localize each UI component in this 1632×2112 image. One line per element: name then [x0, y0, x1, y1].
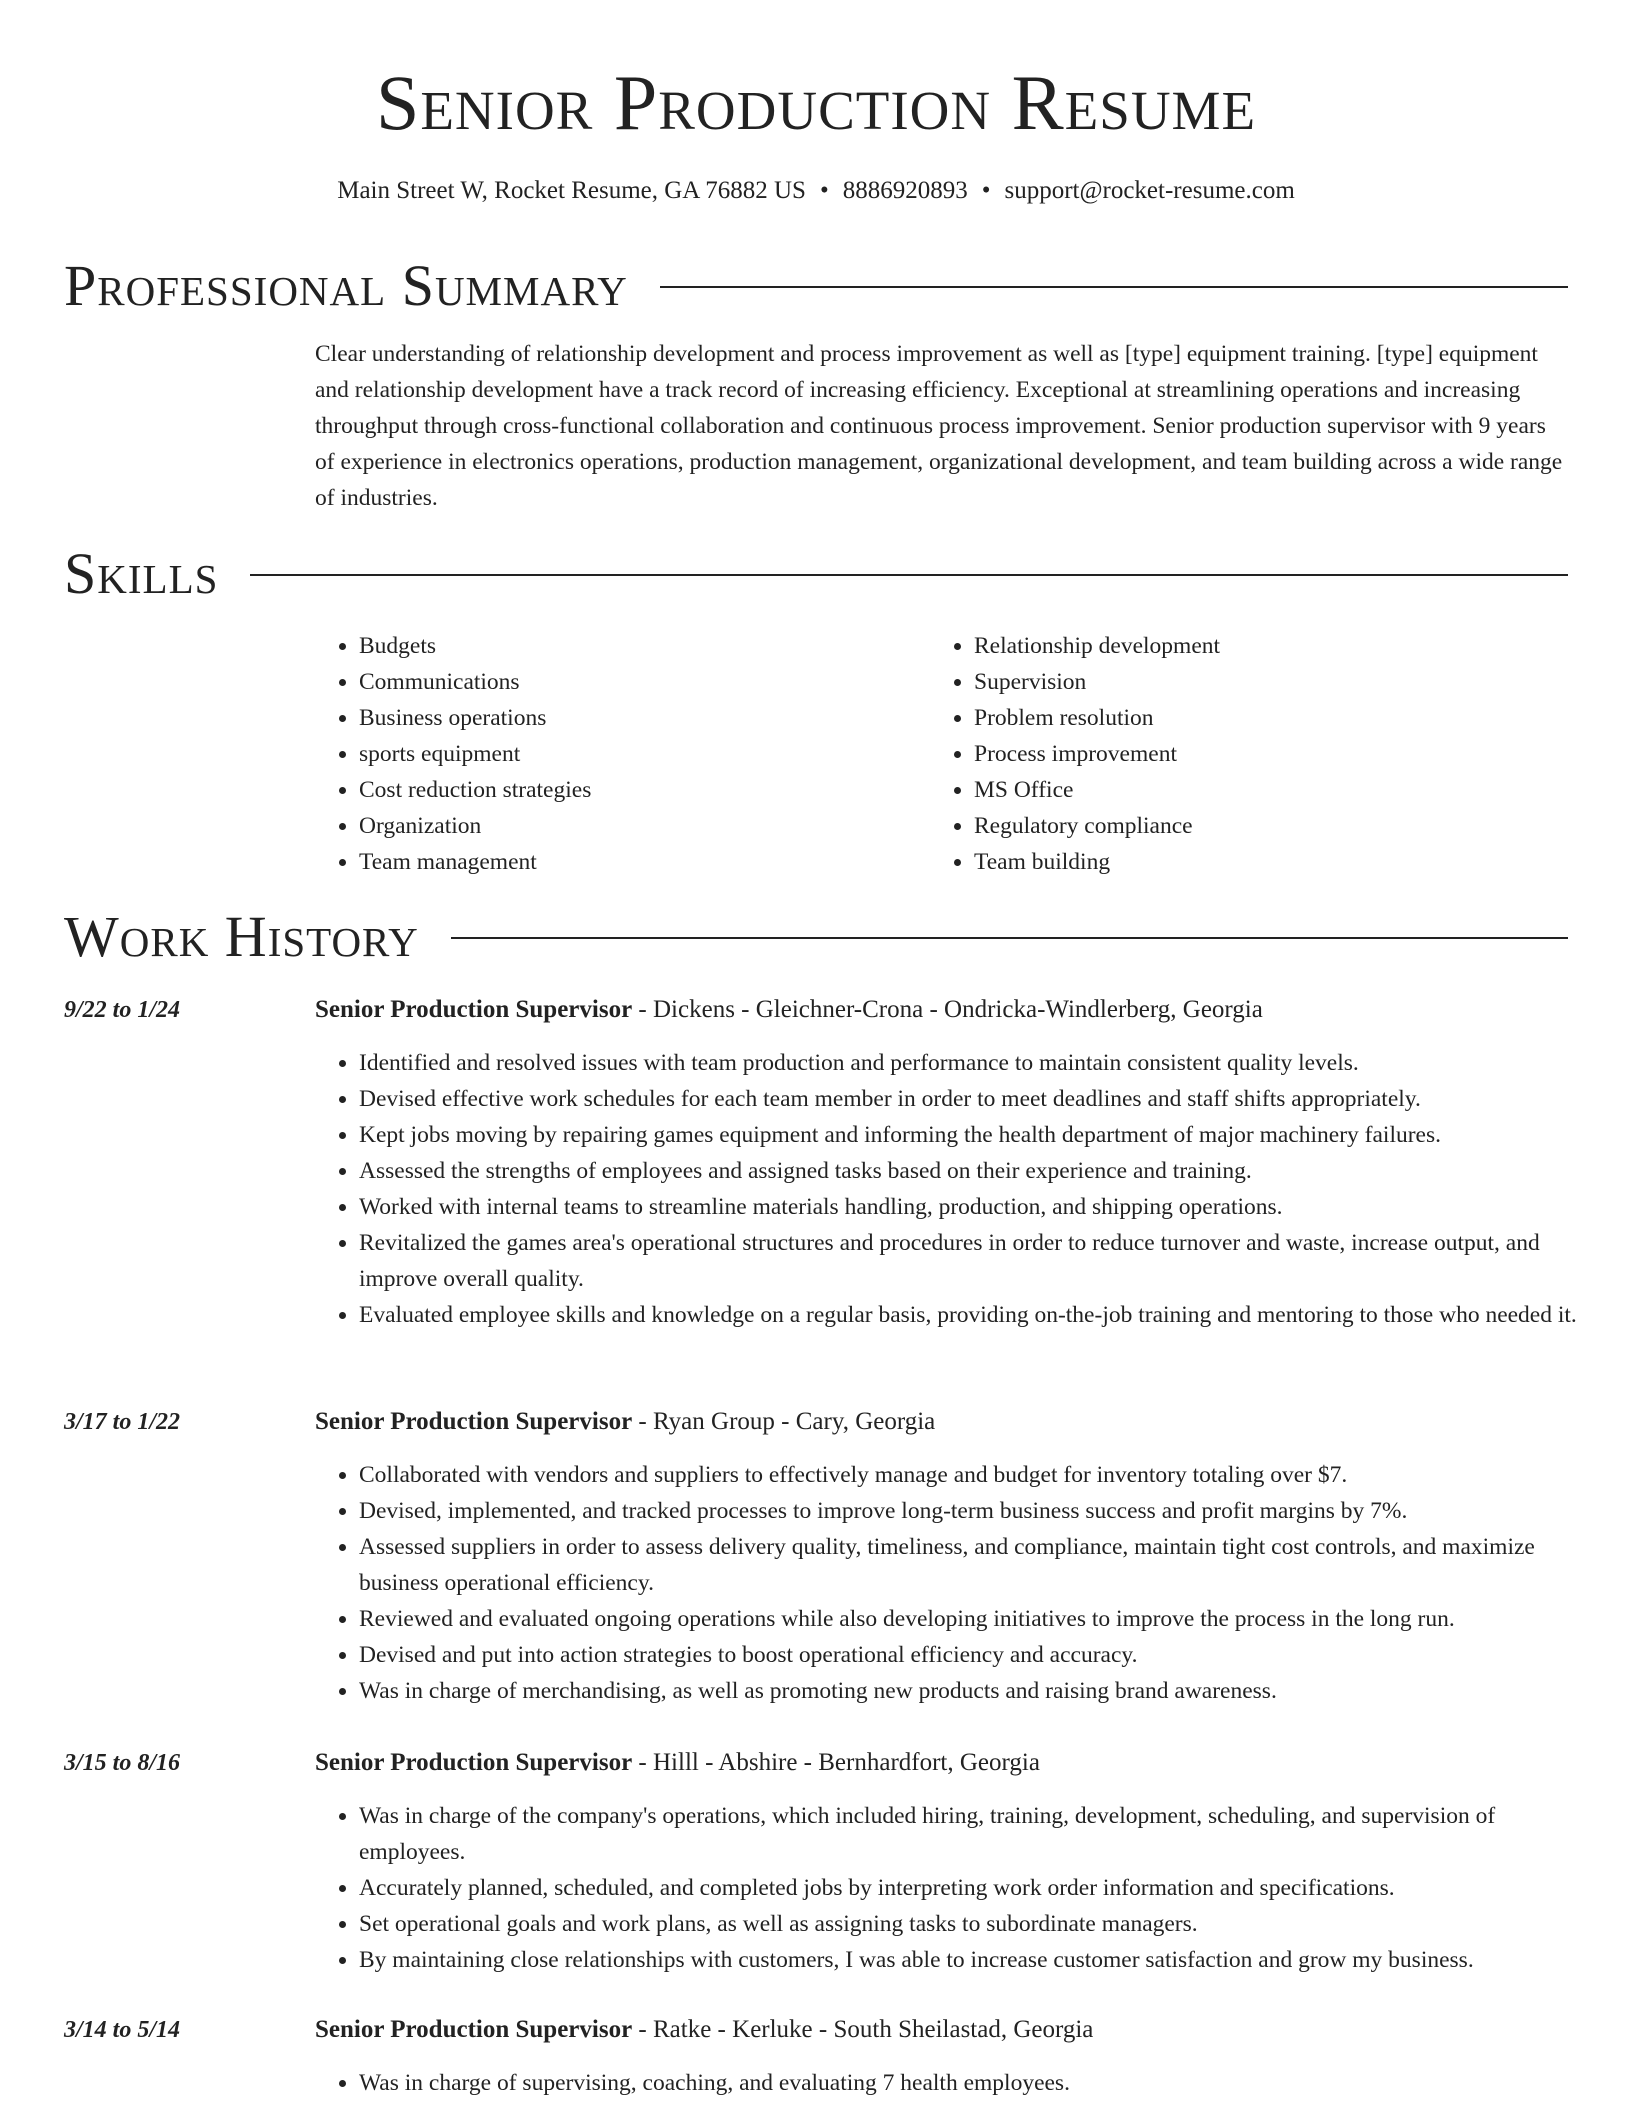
job-bullet: • Kept jobs moving by repairing games equipment and informing the health department of major machinery failures.: [359, 1117, 1577, 1153]
job-company: - Ryan Group - Cary, Georgia: [632, 1408, 936, 1435]
job-bullet: • Collaborated with vendors and suppliers to effectively manage and budget for inventory totaling over $7.: [359, 1457, 1577, 1493]
skill-item: • Budgets: [359, 628, 591, 664]
job-bullet: • Was in charge of supervising, coaching, and evaluating 7 health employees.: [359, 2065, 1577, 2101]
job-bullet: • Was in charge of merchandising, as well as promoting new products and raising brand awareness.: [359, 1673, 1577, 1709]
job-header: [315, 1404, 935, 1440]
skills-list-right: [930, 628, 1220, 880]
work-heading: Work History: [64, 904, 419, 969]
job-header: [315, 1745, 1040, 1781]
section-divider: [250, 574, 1568, 576]
job-title: Senior Production Supervisor: [315, 996, 633, 1023]
job-bullet: • Evaluated employee skills and knowledge on a regular basis, providing on-the-job training and mentoring to those who needed it.: [359, 1297, 1577, 1333]
job-bullet: • Identified and resolved issues with team production and performance to maintain consistent quality levels.: [359, 1045, 1577, 1081]
work-section-header: [64, 902, 1568, 972]
job-company: - Hilll - Abshire - Bernhardfort, Georgia: [632, 1749, 1040, 1776]
job-bullet: • Assessed suppliers in order to assess delivery quality, timeliness, and compliance, maintain tight cost controls, and maximize business operational efficiency.: [359, 1529, 1577, 1601]
job-dates: 3/17 to 1/22: [64, 1409, 181, 1435]
job-bullet: • Accurately planned, scheduled, and completed jobs by interpreting work order information and specifications.: [359, 1870, 1577, 1906]
summary-text: Clear understanding of relationship development and process improvement as well as [type] equipment training. [type] equipment and relationship development have a track record of increasing efficiency. Exceptional at streamlining operations and increasing throughput through cross-functional collaboration and continuous process improvement. Senior production supervisor with 9 years of experience in electronics operations, production management, organizational development, and team building across a wide range of industries.: [315, 341, 1563, 511]
skill-item: • Cost reduction strategies: [359, 772, 591, 808]
skills-section-header: [64, 539, 1568, 609]
contact-separator: •: [819, 177, 829, 204]
job-bullet: • Devised and put into action strategies to boost operational efficiency and accuracy.: [359, 1637, 1577, 1673]
job-bullet: • Worked with internal teams to streamline materials handling, production, and shipping operations.: [359, 1189, 1577, 1225]
job-dates: 3/15 to 8/16: [64, 1750, 181, 1776]
skill-item: • Communications: [359, 664, 591, 700]
job-title: Senior Production Supervisor: [315, 1408, 633, 1435]
skill-item: • Organization: [359, 808, 591, 844]
job-dates: 3/14 to 5/14: [64, 2017, 181, 2043]
summary-section-header: [64, 251, 1568, 321]
skill-item: • Business operations: [359, 700, 591, 736]
job-company: - Dickens - Gleichner-Crona - Ondricka-Windlerberg, Georgia: [632, 996, 1263, 1023]
skill-item: • Team management: [359, 844, 591, 880]
contact-address: Main Street W, Rocket Resume, GA 76882 US: [337, 177, 806, 204]
job-bullet: • Revitalized the games area's operational structures and procedures in order to reduce turnover and waste, increase output, and improve overall quality.: [359, 1225, 1577, 1297]
skill-item: • sports equipment: [359, 736, 591, 772]
contact-separator: •: [981, 177, 991, 204]
job-title: Senior Production Supervisor: [315, 2016, 633, 2043]
job-bullets: [315, 1457, 1577, 1709]
job-bullets: [315, 2065, 1577, 2101]
job-bullet: • Devised, implemented, and tracked processes to improve long-term business success and profit margins by 7%.: [359, 1493, 1577, 1529]
skill-item: • Team building: [974, 844, 1220, 880]
summary-heading: Professional Summary: [64, 253, 628, 318]
skill-item: • Process improvement: [974, 736, 1220, 772]
contact-line: [0, 174, 1632, 208]
job-title: Senior Production Supervisor: [315, 1749, 633, 1776]
job-bullets: [315, 1045, 1577, 1333]
job-bullet: • Set operational goals and work plans, as well as assigning tasks to subordinate managers.: [359, 1906, 1577, 1942]
contact-email: support@rocket-resume.com: [1004, 177, 1295, 204]
contact-phone: 8886920893: [842, 177, 968, 204]
job-header: [315, 992, 1263, 1028]
job-dates: 9/22 to 1/24: [64, 997, 181, 1023]
job-bullet: • Reviewed and evaluated ongoing operations while also developing initiatives to improve the process in the long run.: [359, 1601, 1577, 1637]
job-bullets: [315, 1798, 1577, 1978]
skill-item: • MS Office: [974, 772, 1220, 808]
job-bullet: • By maintaining close relationships with customers, I was able to increase customer satisfaction and grow my business.: [359, 1942, 1577, 1978]
job-bullet: • Assessed the strengths of employees and assigned tasks based on their experience and training.: [359, 1153, 1577, 1189]
skills-heading: Skills: [64, 541, 219, 606]
skill-item: • Problem resolution: [974, 700, 1220, 736]
skill-item: • Supervision: [974, 664, 1220, 700]
job-company: - Ratke - Kerluke - South Sheilastad, Georgia: [632, 2016, 1094, 2043]
section-divider: [451, 937, 1568, 939]
skills-list-left: [315, 628, 591, 880]
section-divider: [660, 286, 1568, 288]
resume-title: Senior Production Resume: [375, 59, 1257, 146]
skill-item: • Regulatory compliance: [974, 808, 1220, 844]
skill-item: • Relationship development: [974, 628, 1220, 664]
job-header: [315, 2012, 1093, 2048]
job-bullet: • Devised effective work schedules for each team member in order to meet deadlines and staff shifts appropriately.: [359, 1081, 1577, 1117]
job-bullet: • Was in charge of the company's operations, which included hiring, training, development, scheduling, and supervision of employees.: [359, 1798, 1577, 1870]
